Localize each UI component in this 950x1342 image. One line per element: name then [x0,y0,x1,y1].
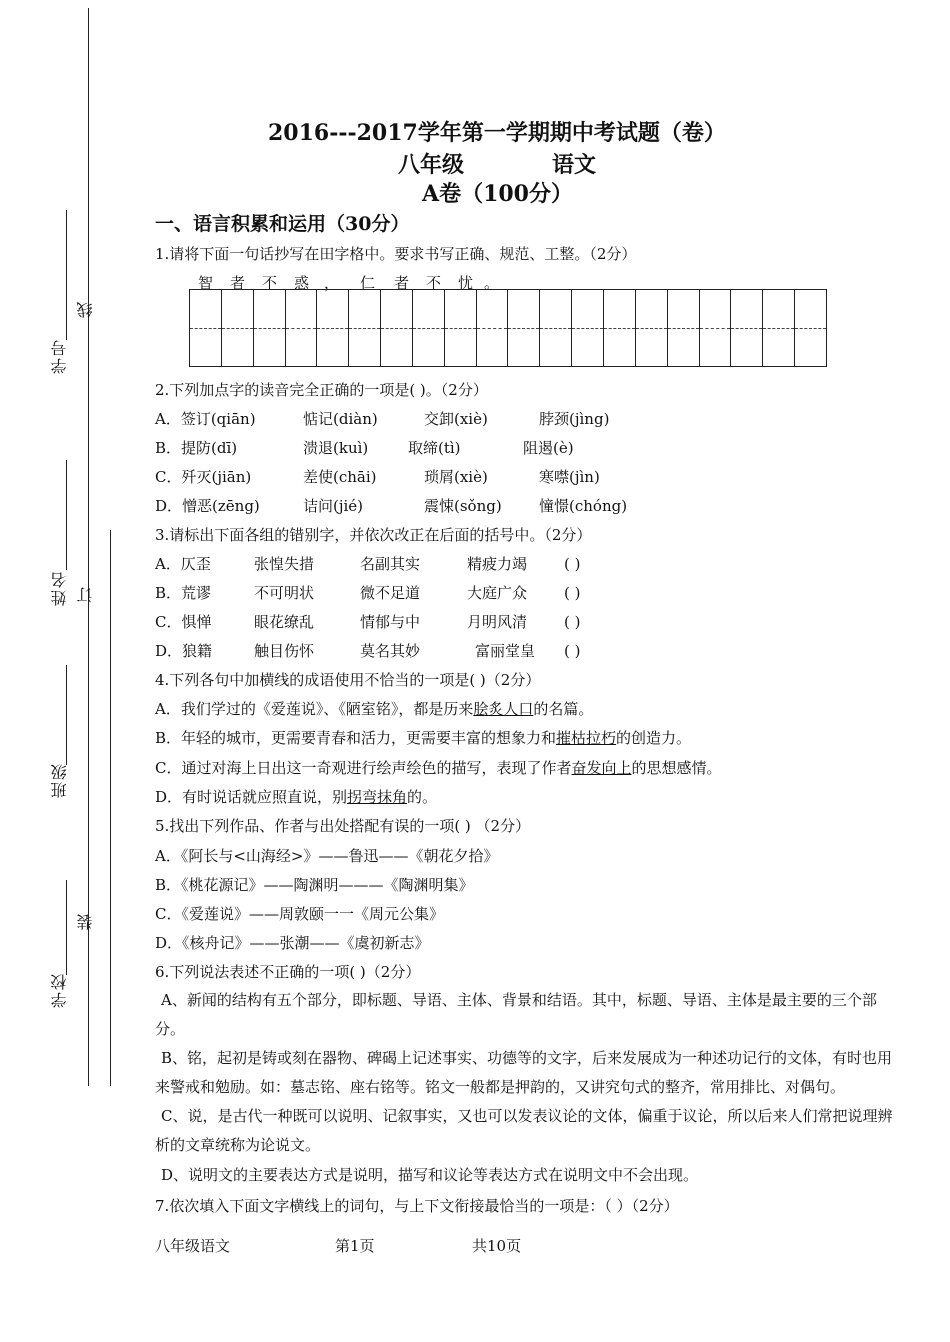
q2-option: 阻遏(è) [523,439,574,457]
sample-char: 不 [262,274,278,292]
q6-option-a: A、新闻的结构有五个部分，即标题、导语、主体、背景和结语。其中，标题、导语、主体是最主要的三个部分。 [155,991,877,1038]
q2-option: A．签订(qiān) [155,410,256,428]
q5-option-b: B．《桃花源记》——陶渊明———《陶渊明集》 [155,876,474,894]
q3-item: C．惧惮 [155,613,212,631]
q3-item: A．仄歪 [155,555,211,573]
q2-option: 震悚(sǒng) [424,497,502,515]
q7-prompt: 7.依次填入下面文字横线上的词句，与上下文衔接最恰当的一项是：（ ）（2分） [155,1197,679,1215]
q2-option: 寒噤(jìn) [539,468,600,486]
sample-char: 忧 [458,274,474,292]
sample-char: ， [324,274,340,292]
q3-item: 大庭广众 [467,584,528,602]
q2-option: 交卸(xiè) [424,410,488,428]
q2-option: 惦记(diàn) [303,410,378,428]
q3-item: 眼花缭乱 [254,613,315,631]
q5-option-d: D．《核舟记》——张潮——《虞初新志》 [155,934,430,952]
q4-option-c: C．通过对海上日出这一奇观进行绘声绘色的描写，表现了作者奋发向上的思想感情。 [155,759,722,777]
cut-mark-zhuang: 装 [76,912,95,930]
q6-option-c: C、说，是古代一种既可以说明、记叙事实，又也可以发表议论的文体，偏重于议论，所以后来人们常把说理辨析的文章统称为论说文。 [155,1107,893,1154]
q2-option: 取缔(tì) [408,439,461,457]
q3-answer-bracket[interactable]: ( ) [564,642,581,660]
q3-item: 名副其实 [360,555,421,573]
q2-option: 琐屑(xiè) [424,468,488,486]
student-id-label: 学号 [50,338,69,374]
name-label: 姓名 [50,570,69,606]
q3-answer-bracket[interactable]: ( ) [564,584,581,602]
q2-option: 脖颈(jìng) [539,410,610,428]
sample-char: 者 [394,274,410,292]
idiom-underlined: 脍炙人口 [473,700,534,718]
cut-mark-ding: 订 [76,585,95,603]
exam-title: 2016---2017学年第一学期期中考试题（卷） [268,120,726,146]
idiom-underlined: 奋发向上 [571,759,632,777]
q2-option: D．憎恶(zēng) [155,497,260,515]
paper-a-label: A卷（100分） [422,181,573,207]
q5-prompt: 5.找出下列作品、作者与出处搭配有误的一项( ) （2分） [155,817,531,835]
q3-item: B．荒谬 [155,584,212,602]
q4-option-b: B．年轻的城市，更需要青春和活力，更需要丰富的想象力和摧枯拉朽的创造力。 [155,729,692,747]
q5-option-c: C．《爱莲说》——周敦颐一一《周元公集》 [155,905,444,923]
cut-mark-line: 线 [76,300,95,318]
sample-char: 不 [426,274,442,292]
q3-prompt: 3.请标出下面各组的错别字，并依次改正在后面的括号中。（2分） [155,526,592,544]
q3-answer-bracket[interactable]: ( ) [564,555,581,573]
footer-page-number: 第1页 [335,1237,375,1255]
q2-option: 差使(chāi) [303,468,377,486]
q3-item: 触目伤怀 [254,642,315,660]
q3-item: 精疲力竭 [467,555,528,573]
binding-line-lower [110,530,111,1086]
section-title: 一、语言积累和运用（30分） [155,213,410,235]
q3-item: 月明风清 [467,613,528,631]
q4-option-d: D．有时说话就应照直说，别拐弯抹角的。 [155,788,438,806]
q2-option: 溃退(kuì) [303,439,369,457]
sample-char: 者 [230,274,246,292]
q2-option: C．歼灭(jiān) [155,468,252,486]
idiom-underlined: 摧枯拉朽 [556,729,617,747]
q5-option-a: A．《阿长与<山海经>》——鲁迅——《朝花夕拾》 [155,847,499,865]
q6-option-b: B、铭，起初是铸或刻在器物、碑碣上记述事实、功德等的文字，后来发展成为一种述功记行的文体，有时也用来警戒和勉励。如：墓志铭、座右铭等。铭文一般都是押韵的，又讲究句式的整齐，常用排比、对偶句。 [155,1049,893,1096]
q4-prompt: 4.下列各句中加横线的成语使用不恰当的一项是( )（2分） [155,671,541,689]
q6-prompt: 6.下列说法表述不正确的一项( )（2分） [155,963,421,981]
name-blank [66,460,67,570]
q3-item: 情郁与中 [360,613,421,631]
q2-prompt: 2.下列加点字的读音完全正确的一项是( )。（2分） [155,381,488,399]
sample-char: 。 [484,274,500,292]
writing-grid[interactable] [189,289,827,367]
q2-option: 诘问(jié) [303,497,364,515]
q4-option-a: A．我们学过的《爱莲说》、《陋室铭》，都是历来脍炙人口的名篇。 [155,700,594,718]
q3-item: 张惶失措 [254,555,315,573]
footer-total-pages: 共10页 [472,1237,522,1255]
q3-item: 微不足道 [360,584,421,602]
sample-char: 惑 [294,274,310,292]
q1-prompt: 1.请将下面一句话抄写在田字格中。要求书写正确、规范、工整。（2分） [155,245,637,263]
q3-item: 不可明状 [254,584,315,602]
q3-answer-bracket[interactable]: ( ) [564,613,581,631]
school-label: 学校 [50,972,69,1008]
class-label: 班级 [50,762,69,798]
q2-option: B．提防(dī) [155,439,238,457]
sample-char: 仁 [360,274,376,292]
q2-option: 憧憬(chóng) [539,497,628,515]
q3-item: 富丽堂皇 [475,642,536,660]
grade-label: 八年级 [398,152,465,178]
q3-item: D．狼籍 [155,642,213,660]
sample-char: 智 [198,274,214,292]
idiom-underlined: 拐弯抹角 [347,788,408,806]
class-blank [66,665,67,765]
subject-label: 语文 [552,152,597,178]
student-id-blank [66,210,67,340]
school-blank [66,880,67,975]
q6-option-d: D、说明文的主要表达方式是说明，描写和议论等表达方式在说明文中不会出现。 [161,1166,699,1184]
q3-item: 莫名其妙 [360,642,421,660]
footer-subject: 八年级语文 [155,1237,231,1255]
